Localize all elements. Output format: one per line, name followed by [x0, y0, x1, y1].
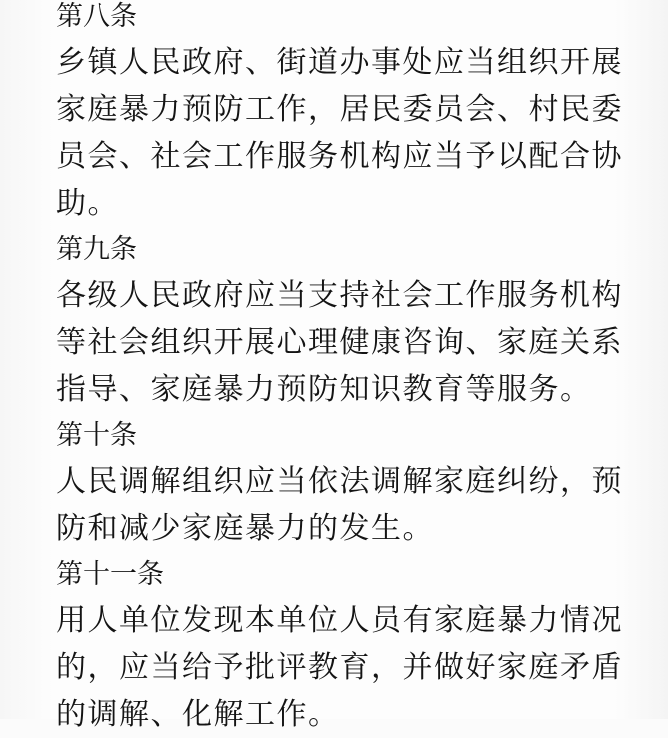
article-line: 员会、社会工作服务机构应当予以配合协	[56, 139, 623, 174]
document-text	[56, 0, 623, 738]
article-line: 各级人民政府应当支持社会工作服务机构	[56, 278, 623, 313]
article-line: 指导、家庭暴力预防知识教育等服务。	[56, 372, 592, 407]
article-line: 用人单位发现本单位人员有家庭暴力情况	[56, 603, 623, 638]
article-line: 的，应当给予批评教育，并做好家庭矛盾	[56, 650, 623, 685]
article-line: 的调解、化解工作。	[56, 697, 340, 732]
article-11	[56, 552, 623, 738]
article-10	[56, 413, 623, 552]
article-heading: 第十一条	[56, 559, 164, 590]
article-9	[56, 227, 623, 413]
article-line: 助。	[56, 186, 119, 221]
article-line: 家庭暴力预防工作，居民委员会、村民委	[56, 92, 623, 127]
article-line: 人民调解组织应当依法调解家庭纠纷，预	[56, 464, 623, 499]
article-line: 等社会组织开展心理健康咨询、家庭关系	[56, 325, 623, 360]
article-heading: 第八条	[56, 1, 137, 32]
article-line: 乡镇人民政府、街道办事处应当组织开展	[56, 45, 623, 80]
article-heading: 第十条	[56, 420, 137, 451]
article-8	[56, 0, 623, 227]
article-heading: 第九条	[56, 234, 137, 265]
article-line: 防和减少家庭暴力的发生。	[56, 511, 434, 546]
